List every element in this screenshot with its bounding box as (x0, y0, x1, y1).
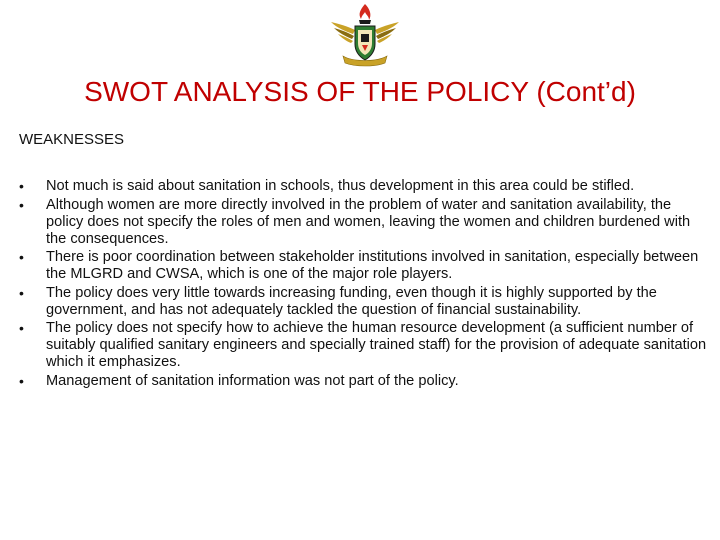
bullet-text: Although women are more directly involved in the problem of water and sanitation availability, the policy does not specify the roles of men and women, leaving the women and children burdened with the consequences. (46, 196, 691, 247)
list-item (19, 178, 709, 195)
bullet-text: There is poor coordination between stakeholder institutions involved in sanitation, especially between the MLGRD and CWSA, which is one of the major role players. (46, 249, 699, 283)
university-crest-icon (325, 0, 405, 70)
list-item (19, 197, 709, 248)
section-heading-weaknesses: WEAKNESSES (19, 131, 125, 148)
bullet-icon: • (19, 284, 24, 301)
bullet-icon: • (19, 249, 24, 266)
bullet-icon: • (19, 320, 24, 337)
bullet-text: Management of sanitation information was not part of the policy. (46, 372, 459, 389)
bullet-icon: • (19, 372, 24, 389)
bullet-text: The policy does very little towards increasing funding, even though it is highly supported by the government, and has not adequately tackled the question of financial sustainability. (46, 284, 657, 318)
weaknesses-list (19, 178, 709, 392)
bullet-icon: • (19, 178, 24, 194)
list-item (19, 249, 709, 283)
list-item (19, 285, 709, 319)
list-item (19, 373, 709, 390)
bullet-text: The policy does not specify how to achieve the human resource development (a sufficient number of suitably qualified sanitary engineers and specially trained staff) for the provision of adequate sanitation which it emphasizes. (46, 320, 707, 371)
list-item (19, 320, 709, 371)
bullet-icon: • (19, 196, 24, 213)
slide-title: SWOT ANALYSIS OF THE POLICY (Cont’d) (84, 76, 636, 107)
bullet-text: Not much is said about sanitation in schools, thus development in this area could be stifled. (46, 178, 635, 194)
